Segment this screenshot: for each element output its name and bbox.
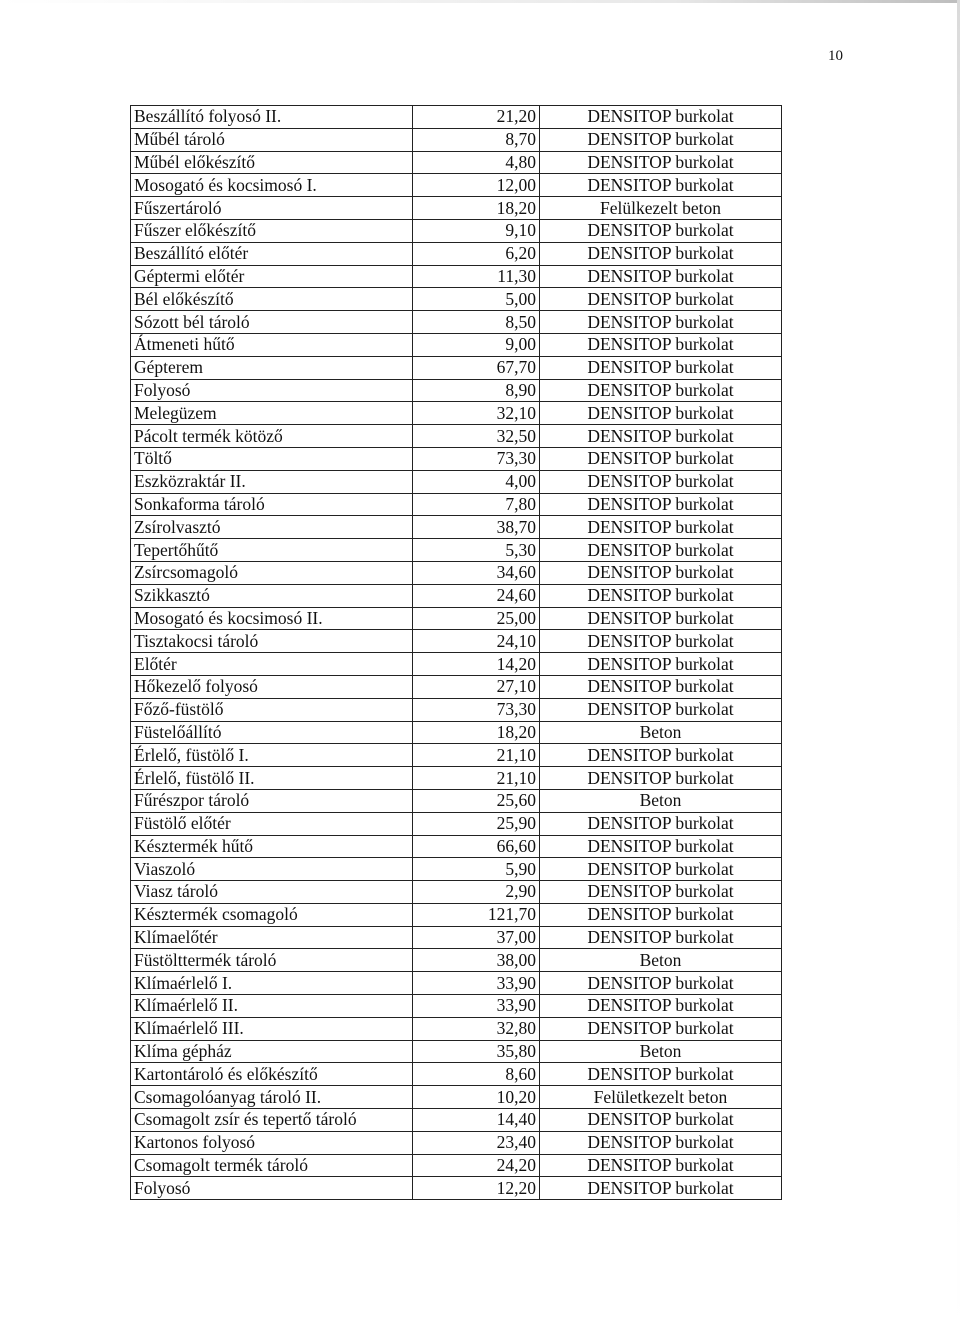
table-row xyxy=(131,698,782,721)
room-name-cell: Fűszertároló xyxy=(131,197,413,220)
room-name-cell: Kartonos folyosó xyxy=(131,1131,413,1154)
room-name-cell: Műbél tároló xyxy=(131,128,413,151)
room-name-cell: Viaszoló xyxy=(131,858,413,881)
area-cell: 32,10 xyxy=(413,402,540,425)
table-row xyxy=(131,1154,782,1177)
area-cell: 73,30 xyxy=(413,447,540,470)
room-name-cell: Csomagolt termék tároló xyxy=(131,1154,413,1177)
flooring-cell: DENSITOP burkolat xyxy=(540,333,782,356)
room-name-cell: Érlelő, füstölő II. xyxy=(131,767,413,790)
area-cell: 33,90 xyxy=(413,995,540,1018)
table-row xyxy=(131,767,782,790)
area-cell: 32,50 xyxy=(413,425,540,448)
room-name-cell: Gépterem xyxy=(131,356,413,379)
table-row xyxy=(131,333,782,356)
room-name-cell: Beszállító folyosó II. xyxy=(131,106,413,129)
area-cell: 8,50 xyxy=(413,311,540,334)
area-cell: 24,10 xyxy=(413,630,540,653)
room-name-cell: Sonkaforma tároló xyxy=(131,493,413,516)
area-cell: 33,90 xyxy=(413,972,540,995)
area-cell: 4,00 xyxy=(413,470,540,493)
table-row xyxy=(131,561,782,584)
area-cell: 32,80 xyxy=(413,1017,540,1040)
table-row xyxy=(131,1063,782,1086)
flooring-cell: Beton xyxy=(540,949,782,972)
room-name-cell: Folyosó xyxy=(131,379,413,402)
room-name-cell: Kartontároló és előkészítő xyxy=(131,1063,413,1086)
flooring-cell: DENSITOP burkolat xyxy=(540,1109,782,1132)
table-row xyxy=(131,1177,782,1200)
flooring-cell: DENSITOP burkolat xyxy=(540,630,782,653)
table-row xyxy=(131,356,782,379)
table-row xyxy=(131,675,782,698)
flooring-cell: Felülkezelt beton xyxy=(540,197,782,220)
area-cell: 5,00 xyxy=(413,288,540,311)
flooring-cell: DENSITOP burkolat xyxy=(540,151,782,174)
table-row xyxy=(131,995,782,1018)
area-cell: 23,40 xyxy=(413,1131,540,1154)
area-cell: 35,80 xyxy=(413,1040,540,1063)
room-name-cell: Szikkasztó xyxy=(131,584,413,607)
flooring-cell: DENSITOP burkolat xyxy=(540,767,782,790)
area-cell: 34,60 xyxy=(413,561,540,584)
table-row xyxy=(131,881,782,904)
flooring-cell: DENSITOP burkolat xyxy=(540,653,782,676)
area-cell: 8,70 xyxy=(413,128,540,151)
flooring-cell: DENSITOP burkolat xyxy=(540,516,782,539)
area-cell: 4,80 xyxy=(413,151,540,174)
flooring-cell: DENSITOP burkolat xyxy=(540,926,782,949)
room-name-cell: Zsírolvasztó xyxy=(131,516,413,539)
room-name-cell: Fűrészpor tároló xyxy=(131,789,413,812)
room-name-cell: Előtér xyxy=(131,653,413,676)
flooring-cell: DENSITOP burkolat xyxy=(540,470,782,493)
area-cell: 14,20 xyxy=(413,653,540,676)
table-row xyxy=(131,402,782,425)
room-name-cell: Füstölő előtér xyxy=(131,812,413,835)
table-row xyxy=(131,744,782,767)
area-cell: 27,10 xyxy=(413,675,540,698)
table-row xyxy=(131,288,782,311)
area-cell: 37,00 xyxy=(413,926,540,949)
table-row xyxy=(131,197,782,220)
table-row xyxy=(131,151,782,174)
room-name-cell: Átmeneti hűtő xyxy=(131,333,413,356)
room-table-body xyxy=(131,106,782,1200)
area-cell: 8,60 xyxy=(413,1063,540,1086)
room-name-cell: Csomagolt zsír és tepertő tároló xyxy=(131,1109,413,1132)
flooring-cell: DENSITOP burkolat xyxy=(540,539,782,562)
room-name-cell: Hőkezelő folyosó xyxy=(131,675,413,698)
table-row xyxy=(131,1086,782,1109)
flooring-cell: DENSITOP burkolat xyxy=(540,242,782,265)
table-row xyxy=(131,106,782,129)
area-cell: 38,70 xyxy=(413,516,540,539)
table-row xyxy=(131,1131,782,1154)
room-name-cell: Műbél előkészítő xyxy=(131,151,413,174)
table-row xyxy=(131,903,782,926)
flooring-cell: DENSITOP burkolat xyxy=(540,265,782,288)
area-cell: 5,30 xyxy=(413,539,540,562)
room-name-cell: Pácolt termék kötöző xyxy=(131,425,413,448)
flooring-cell: DENSITOP burkolat xyxy=(540,858,782,881)
room-name-cell: Klíma gépház xyxy=(131,1040,413,1063)
table-row xyxy=(131,653,782,676)
table-row xyxy=(131,858,782,881)
area-cell: 7,80 xyxy=(413,493,540,516)
table-row xyxy=(131,972,782,995)
flooring-cell: Beton xyxy=(540,789,782,812)
flooring-cell: DENSITOP burkolat xyxy=(540,1063,782,1086)
room-name-cell: Géptermi előtér xyxy=(131,265,413,288)
flooring-cell: DENSITOP burkolat xyxy=(540,995,782,1018)
room-name-cell: Mosogató és kocsimosó I. xyxy=(131,174,413,197)
table-row xyxy=(131,584,782,607)
flooring-cell: DENSITOP burkolat xyxy=(540,106,782,129)
area-cell: 11,30 xyxy=(413,265,540,288)
area-cell: 5,90 xyxy=(413,858,540,881)
room-name-cell: Füstelőállító xyxy=(131,721,413,744)
area-cell: 12,00 xyxy=(413,174,540,197)
page-number: 10 xyxy=(828,48,843,64)
room-name-cell: Érlelő, füstölő I. xyxy=(131,744,413,767)
flooring-cell: DENSITOP burkolat xyxy=(540,812,782,835)
room-name-cell: Tisztakocsi tároló xyxy=(131,630,413,653)
area-cell: 67,70 xyxy=(413,356,540,379)
room-name-cell: Sózott bél tároló xyxy=(131,311,413,334)
table-row xyxy=(131,607,782,630)
room-name-cell: Késztermék hűtő xyxy=(131,835,413,858)
table-row xyxy=(131,539,782,562)
flooring-cell: Felületkezelt beton xyxy=(540,1086,782,1109)
area-cell: 24,60 xyxy=(413,584,540,607)
room-name-cell: Zsírcsomagoló xyxy=(131,561,413,584)
table-row xyxy=(131,1017,782,1040)
flooring-cell: DENSITOP burkolat xyxy=(540,219,782,242)
table-row xyxy=(131,379,782,402)
area-cell: 21,20 xyxy=(413,106,540,129)
flooring-cell: DENSITOP burkolat xyxy=(540,311,782,334)
room-name-cell: Beszállító előtér xyxy=(131,242,413,265)
flooring-cell: Beton xyxy=(540,721,782,744)
flooring-cell: DENSITOP burkolat xyxy=(540,584,782,607)
area-cell: 38,00 xyxy=(413,949,540,972)
room-name-cell: Viasz tároló xyxy=(131,881,413,904)
flooring-cell: DENSITOP burkolat xyxy=(540,288,782,311)
table-row xyxy=(131,265,782,288)
flooring-cell: DENSITOP burkolat xyxy=(540,972,782,995)
flooring-cell: DENSITOP burkolat xyxy=(540,356,782,379)
room-name-cell: Tepertőhűtő xyxy=(131,539,413,562)
room-name-cell: Klímaérlelő II. xyxy=(131,995,413,1018)
room-name-cell: Késztermék csomagoló xyxy=(131,903,413,926)
room-name-cell: Csomagolóanyag tároló II. xyxy=(131,1086,413,1109)
area-cell: 18,20 xyxy=(413,197,540,220)
table-row xyxy=(131,949,782,972)
flooring-cell: DENSITOP burkolat xyxy=(540,835,782,858)
room-name-cell: Klímaérlelő I. xyxy=(131,972,413,995)
flooring-cell: DENSITOP burkolat xyxy=(540,425,782,448)
table-row xyxy=(131,311,782,334)
area-cell: 8,90 xyxy=(413,379,540,402)
area-cell: 21,10 xyxy=(413,767,540,790)
room-name-cell: Bél előkészítő xyxy=(131,288,413,311)
area-cell: 66,60 xyxy=(413,835,540,858)
flooring-cell: DENSITOP burkolat xyxy=(540,1154,782,1177)
scan-edge-top xyxy=(0,0,960,3)
area-cell: 14,40 xyxy=(413,1109,540,1132)
area-cell: 6,20 xyxy=(413,242,540,265)
flooring-cell: DENSITOP burkolat xyxy=(540,698,782,721)
table-row xyxy=(131,174,782,197)
table-row xyxy=(131,721,782,744)
area-cell: 2,90 xyxy=(413,881,540,904)
room-name-cell: Töltő xyxy=(131,447,413,470)
room-name-cell: Főző-füstölő xyxy=(131,698,413,721)
flooring-cell: DENSITOP burkolat xyxy=(540,1131,782,1154)
flooring-cell: DENSITOP burkolat xyxy=(540,402,782,425)
room-table xyxy=(130,105,782,1200)
table-row xyxy=(131,630,782,653)
flooring-cell: DENSITOP burkolat xyxy=(540,881,782,904)
flooring-cell: DENSITOP burkolat xyxy=(540,128,782,151)
flooring-cell: DENSITOP burkolat xyxy=(540,379,782,402)
table-row xyxy=(131,128,782,151)
area-cell: 21,10 xyxy=(413,744,540,767)
area-cell: 9,10 xyxy=(413,219,540,242)
area-cell: 18,20 xyxy=(413,721,540,744)
room-name-cell: Mosogató és kocsimosó II. xyxy=(131,607,413,630)
flooring-cell: DENSITOP burkolat xyxy=(540,447,782,470)
flooring-cell: DENSITOP burkolat xyxy=(540,174,782,197)
area-cell: 25,60 xyxy=(413,789,540,812)
room-name-cell: Fűszer előkészítő xyxy=(131,219,413,242)
area-cell: 25,90 xyxy=(413,812,540,835)
flooring-cell: DENSITOP burkolat xyxy=(540,607,782,630)
room-name-cell: Klímaelőtér xyxy=(131,926,413,949)
area-cell: 73,30 xyxy=(413,698,540,721)
area-cell: 9,00 xyxy=(413,333,540,356)
table-row xyxy=(131,835,782,858)
room-name-cell: Melegüzem xyxy=(131,402,413,425)
area-cell: 24,20 xyxy=(413,1154,540,1177)
flooring-cell: DENSITOP burkolat xyxy=(540,1177,782,1200)
flooring-cell: DENSITOP burkolat xyxy=(540,493,782,516)
room-name-cell: Füstölttermék tároló xyxy=(131,949,413,972)
table-row xyxy=(131,242,782,265)
room-name-cell: Klímaérlelő III. xyxy=(131,1017,413,1040)
table-row xyxy=(131,1040,782,1063)
table-row xyxy=(131,1109,782,1132)
area-cell: 10,20 xyxy=(413,1086,540,1109)
table-row xyxy=(131,789,782,812)
area-cell: 121,70 xyxy=(413,903,540,926)
table-row xyxy=(131,470,782,493)
flooring-cell: DENSITOP burkolat xyxy=(540,561,782,584)
table-row xyxy=(131,516,782,539)
table-row xyxy=(131,493,782,516)
table-row xyxy=(131,447,782,470)
room-name-cell: Eszközraktár II. xyxy=(131,470,413,493)
flooring-cell: DENSITOP burkolat xyxy=(540,744,782,767)
flooring-cell: DENSITOP burkolat xyxy=(540,675,782,698)
flooring-cell: DENSITOP burkolat xyxy=(540,903,782,926)
flooring-cell: DENSITOP burkolat xyxy=(540,1017,782,1040)
table-row xyxy=(131,926,782,949)
flooring-cell: Beton xyxy=(540,1040,782,1063)
table-row xyxy=(131,425,782,448)
table-row xyxy=(131,812,782,835)
table-row xyxy=(131,219,782,242)
area-cell: 12,20 xyxy=(413,1177,540,1200)
area-cell: 25,00 xyxy=(413,607,540,630)
room-name-cell: Folyosó xyxy=(131,1177,413,1200)
